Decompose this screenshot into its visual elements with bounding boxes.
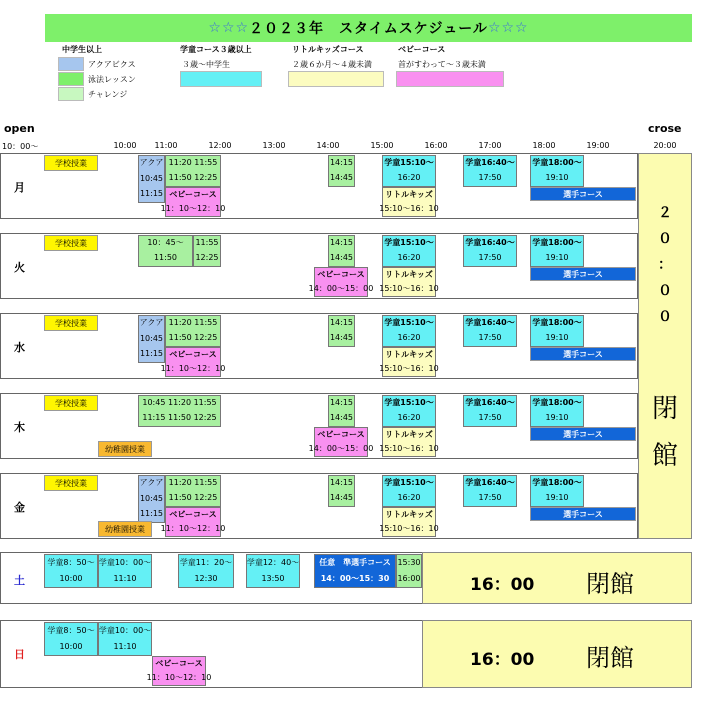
stars-left: ☆☆☆ — [208, 20, 250, 36]
time-4: 13:00 — [262, 141, 286, 150]
aqua-title: アクア — [139, 318, 164, 328]
weekday-label: 水 — [14, 341, 25, 354]
swim-end: 11:15 11:50 12:25 — [142, 413, 217, 423]
gakudo-end: 17:50 — [478, 333, 502, 343]
legend-header-2: 学童コース３歳以上 — [180, 45, 252, 54]
legend-sub-2: ３歳～中学生 — [182, 60, 230, 69]
swim-end: 11:50 12:25 — [168, 173, 218, 183]
sat-class-3-end: 12:30 — [194, 573, 218, 583]
sat-close-time: 16：00 — [470, 575, 535, 595]
time-0: 10：00～ — [2, 142, 39, 151]
aqua-class — [138, 475, 165, 523]
gakudo-end: 19:10 — [545, 333, 569, 343]
sat-class-3-start: 学童11：20～ — [179, 557, 233, 567]
baby-title: ベビーコース — [169, 509, 217, 519]
sun-class-2-start: 学童10：00～ — [98, 625, 152, 635]
sat-class-1 — [44, 554, 98, 588]
sat-class-2-end: 11:10 — [113, 573, 137, 583]
sun-class-1 — [44, 622, 98, 656]
sun-close-text: 閉館 — [586, 644, 634, 672]
elite-label: 選手コース — [563, 189, 603, 199]
legend-label-aqua: アクアビクス — [88, 60, 136, 69]
aqua-title: アクア — [139, 158, 164, 168]
closed-kanji-2: 館 — [651, 441, 678, 471]
little-time: 15:10～16：10 — [379, 443, 439, 453]
school-class — [44, 235, 98, 251]
time-7: 16:00 — [424, 141, 448, 150]
kindergarten-class — [98, 521, 152, 537]
afternoon-end: 14:45 — [329, 253, 354, 263]
closing-column — [638, 153, 692, 539]
gakudo-end: 19:10 — [545, 493, 569, 503]
baby-course-afternoon — [308, 427, 374, 457]
close-label: crose — [648, 122, 682, 135]
sat-closed-box — [422, 552, 692, 604]
time-10: 19:00 — [586, 141, 610, 150]
legend-header-1: 中学生以上 — [62, 45, 102, 54]
legend-swatch-baby — [396, 71, 504, 87]
gakudo-end: 16:20 — [397, 413, 421, 423]
baby-time: 11：10～12：10 — [160, 203, 226, 213]
gakudo-end: 19:10 — [545, 173, 569, 183]
stars-right: ☆☆☆ — [487, 20, 529, 36]
baby-time: 14：00～15：00 — [308, 283, 374, 293]
afternoon-start: 14:15 — [329, 158, 354, 168]
gakudo-end: 19:10 — [545, 413, 569, 423]
little-title: リトルキッズ — [385, 429, 433, 439]
school-class — [44, 155, 98, 171]
gakudo-start: 学童15:10～ — [384, 478, 434, 488]
afternoon-start: 14:15 — [329, 318, 354, 328]
sunday-label: 日 — [14, 648, 25, 661]
legend-label-swim: 泳法レッスン — [88, 75, 136, 84]
little-title: リトルキッズ — [385, 509, 433, 519]
title-text: ２０２３年 スタイムスケジュール — [249, 21, 488, 37]
elite-course — [530, 267, 636, 281]
time-8: 17:00 — [478, 141, 502, 150]
elite-course — [530, 347, 636, 361]
little-title: リトルキッズ — [385, 349, 433, 359]
gakudo-end: 16:20 — [397, 333, 421, 343]
school-class — [44, 395, 98, 411]
aqua-start: 10:45 — [139, 333, 164, 343]
aqua-start: 10:45 — [139, 493, 164, 503]
swim-end: 11:50 12:25 — [168, 333, 218, 343]
baby-time: 11：10～12：10 — [160, 363, 226, 373]
afternoon-end: 14:45 — [329, 413, 354, 423]
time-2: 11:00 — [154, 141, 178, 150]
gakudo-class-3 — [530, 315, 584, 347]
elite-course — [530, 427, 636, 441]
little-time: 15:10～16：10 — [379, 363, 439, 373]
gakudo-end: 16:20 — [397, 493, 421, 503]
weekday-label: 木 — [14, 421, 25, 434]
elite-course — [530, 507, 636, 521]
baby-title: ベビーコース — [169, 349, 217, 359]
little-kids-class — [379, 507, 439, 537]
school-label: 学校授業 — [55, 478, 87, 488]
gakudo-start: 学童15:10～ — [384, 158, 434, 168]
gakudo-end: 17:50 — [478, 253, 502, 263]
afternoon-start: 14:15 — [329, 398, 354, 408]
swim-lesson — [165, 315, 221, 347]
open-label: open — [4, 122, 35, 135]
gakudo-class-2 — [463, 395, 517, 427]
baby-title: ベビーコース — [317, 269, 365, 279]
gakudo-class-1 — [382, 235, 436, 267]
gakudo-start: 学童18:00～ — [532, 238, 582, 248]
gakudo-start: 学童18:00～ — [532, 398, 582, 408]
sun-baby-time: 11：10～12：10 — [146, 672, 212, 682]
school-label: 学校授業 — [55, 398, 87, 408]
closing-digit-4: ０ — [658, 309, 672, 325]
time-3: 12:00 — [208, 141, 232, 150]
closing-digit-2: ０ — [658, 231, 672, 247]
swim-lesson-afternoon — [328, 475, 355, 507]
sat-close-text: 閉館 — [586, 570, 634, 598]
swim-lesson-afternoon — [328, 395, 355, 427]
weekday-label: 火 — [14, 261, 25, 274]
closing-colon: ： — [658, 257, 672, 273]
swim-lesson — [165, 475, 221, 507]
sat-class-5-start: 15:30 — [397, 557, 421, 567]
school-class — [44, 315, 98, 331]
gakudo-class-1 — [382, 315, 436, 347]
legend-header-3: リトルキッズコース — [292, 45, 364, 54]
legend-swatch-little — [288, 71, 384, 87]
swim-start: 11:55 — [195, 238, 219, 248]
sun-class-1-end: 10:00 — [59, 641, 83, 651]
gakudo-class-3 — [530, 155, 584, 187]
challenge-class — [138, 235, 193, 267]
closed-kanji-1: 閉 — [651, 394, 678, 424]
afternoon-end: 14:45 — [329, 333, 354, 343]
legend-swatch-aqua — [58, 57, 84, 71]
aqua-end: 11:15 — [139, 508, 164, 518]
baby-course-afternoon — [308, 267, 374, 297]
gakudo-end: 19:10 — [545, 253, 569, 263]
time-6: 15:00 — [370, 141, 394, 150]
baby-course — [160, 347, 226, 377]
afternoon-start: 14:15 — [329, 238, 354, 248]
elite-label: 選手コース — [563, 509, 603, 519]
sat-class-3 — [178, 554, 234, 588]
gakudo-class-2 — [463, 155, 517, 187]
legend-sub-4: 首がすわって～３歳未満 — [398, 60, 486, 69]
school-label: 学校授業 — [55, 158, 87, 168]
gakudo-end: 16:20 — [397, 173, 421, 183]
time-5: 14:00 — [316, 141, 340, 150]
gakudo-start: 学童15:10～ — [384, 318, 434, 328]
legend-sub-3: ２歳６か月～４歳未満 — [292, 60, 372, 69]
elite-label: 選手コース — [563, 429, 603, 439]
baby-time: 14：00～15：00 — [308, 443, 374, 453]
baby-time: 11：10～12：10 — [160, 523, 226, 533]
little-title: リトルキッズ — [385, 269, 433, 279]
weekday-label: 金 — [14, 501, 25, 514]
legend-swatch-swim — [58, 72, 84, 86]
gakudo-start: 学童15:10～ — [384, 238, 434, 248]
swim-end: 11:50 12:25 — [168, 493, 218, 503]
weekday-label: 月 — [14, 181, 25, 194]
school-class — [44, 475, 98, 491]
legend-swatch-gakudo — [180, 71, 262, 87]
gakudo-class-2 — [463, 475, 517, 507]
challenge-end: 11:50 — [153, 253, 178, 263]
swim-start: 11:20 11:55 — [168, 478, 218, 488]
aqua-class — [138, 315, 165, 363]
sat-prep-title: 任意 準選手コース — [319, 557, 391, 567]
school-label: 学校授業 — [55, 238, 87, 248]
legend-label-challenge: チャレンジ — [88, 90, 128, 99]
baby-course — [160, 507, 226, 537]
elite-label: 選手コース — [563, 269, 603, 279]
little-kids-class — [379, 347, 439, 377]
closing-digit-3: ０ — [658, 283, 672, 299]
sun-class-1-start: 学童8：50～ — [47, 625, 95, 635]
gakudo-class-1 — [382, 155, 436, 187]
time-11: 20:00 — [653, 141, 677, 150]
time-1: 10:00 — [113, 141, 137, 150]
kindergarten-class — [98, 441, 152, 457]
gakudo-end: 17:50 — [478, 173, 502, 183]
sun-close-time: 16：00 — [470, 650, 535, 670]
page-title — [45, 14, 692, 42]
swim-start: 11:20 11:55 — [168, 318, 218, 328]
sat-class-4-start: 学童12：40～ — [246, 557, 300, 567]
little-title: リトルキッズ — [385, 189, 433, 199]
swim-lesson — [165, 155, 221, 187]
afternoon-end: 14:45 — [329, 493, 354, 503]
gakudo-start: 学童18:00～ — [532, 158, 582, 168]
challenge-start: 10：45～ — [147, 238, 184, 248]
aqua-title: アクア — [139, 478, 164, 488]
saturday-label: 土 — [14, 574, 25, 587]
little-kids-class — [379, 267, 439, 297]
aqua-end: 11:15 — [139, 188, 164, 198]
sun-closed-box — [422, 620, 692, 688]
baby-title: ベビーコース — [169, 189, 217, 199]
aqua-end: 11:15 — [139, 348, 164, 358]
sat-prep-time: 14：00～15：30 — [320, 573, 390, 583]
time-9: 18:00 — [532, 141, 556, 150]
gakudo-start: 学童16:40～ — [465, 398, 515, 408]
gakudo-class-3 — [530, 395, 584, 427]
legend-swatch-challenge — [58, 87, 84, 101]
kindergarten-label: 幼稚園授業 — [105, 444, 145, 454]
sat-class-4 — [246, 554, 300, 588]
gakudo-start: 学童16:40～ — [465, 158, 515, 168]
gakudo-end: 17:50 — [478, 413, 502, 423]
closing-digit-1: ２ — [658, 205, 672, 221]
elite-label: 選手コース — [563, 349, 603, 359]
sun-baby-title: ベビーコース — [155, 658, 203, 668]
gakudo-end: 16:20 — [397, 253, 421, 263]
aqua-start: 10:45 — [139, 173, 164, 183]
gakudo-start: 学童16:40～ — [465, 478, 515, 488]
swim-lesson-afternoon — [328, 155, 355, 187]
sat-class-1-end: 10:00 — [59, 573, 83, 583]
gakudo-class-3 — [530, 235, 584, 267]
gakudo-class-1 — [382, 395, 436, 427]
sun-baby-course — [146, 656, 212, 686]
gakudo-start: 学童16:40～ — [465, 238, 515, 248]
aqua-class — [138, 155, 165, 203]
swim-end: 12:25 — [195, 253, 219, 263]
sat-class-1-start: 学童8：50～ — [47, 557, 95, 567]
little-kids-class — [379, 427, 439, 457]
school-label: 学校授業 — [55, 318, 87, 328]
baby-title: ベビーコース — [317, 429, 365, 439]
afternoon-start: 14:15 — [329, 478, 354, 488]
little-time: 15:10～16：10 — [379, 283, 439, 293]
gakudo-start: 学童18:00～ — [532, 478, 582, 488]
swim-lesson — [138, 395, 221, 427]
gakudo-class-1 — [382, 475, 436, 507]
afternoon-end: 14:45 — [329, 173, 354, 183]
little-kids-class — [379, 187, 439, 217]
sat-class-5 — [396, 554, 422, 588]
gakudo-class-2 — [463, 315, 517, 347]
sun-class-2 — [98, 622, 152, 656]
sat-class-2 — [98, 554, 152, 588]
swim-lesson-afternoon — [328, 235, 355, 267]
gakudo-end: 17:50 — [478, 493, 502, 503]
gakudo-class-2 — [463, 235, 517, 267]
little-time: 15:10～16：10 — [379, 523, 439, 533]
gakudo-class-3 — [530, 475, 584, 507]
little-time: 15:10～16：10 — [379, 203, 439, 213]
gakudo-start: 学童15:10～ — [384, 398, 434, 408]
elite-course — [530, 187, 636, 201]
swim-start: 10:45 11:20 11:55 — [142, 398, 217, 408]
legend-header-4: ベビーコース — [398, 45, 446, 54]
gakudo-start: 学童18:00～ — [532, 318, 582, 328]
sat-class-4-end: 13:50 — [261, 573, 285, 583]
swim-start: 11:20 11:55 — [168, 158, 218, 168]
swim-lesson — [193, 235, 221, 267]
baby-course — [160, 187, 226, 217]
swim-lesson-afternoon — [328, 315, 355, 347]
sat-prep-course — [314, 554, 396, 588]
sat-class-2-start: 学童10：00～ — [98, 557, 152, 567]
sun-class-2-end: 11:10 — [113, 641, 137, 651]
sat-class-5-end: 16:00 — [397, 573, 421, 583]
gakudo-start: 学童16:40～ — [465, 318, 515, 328]
kindergarten-label: 幼稚園授業 — [105, 524, 145, 534]
